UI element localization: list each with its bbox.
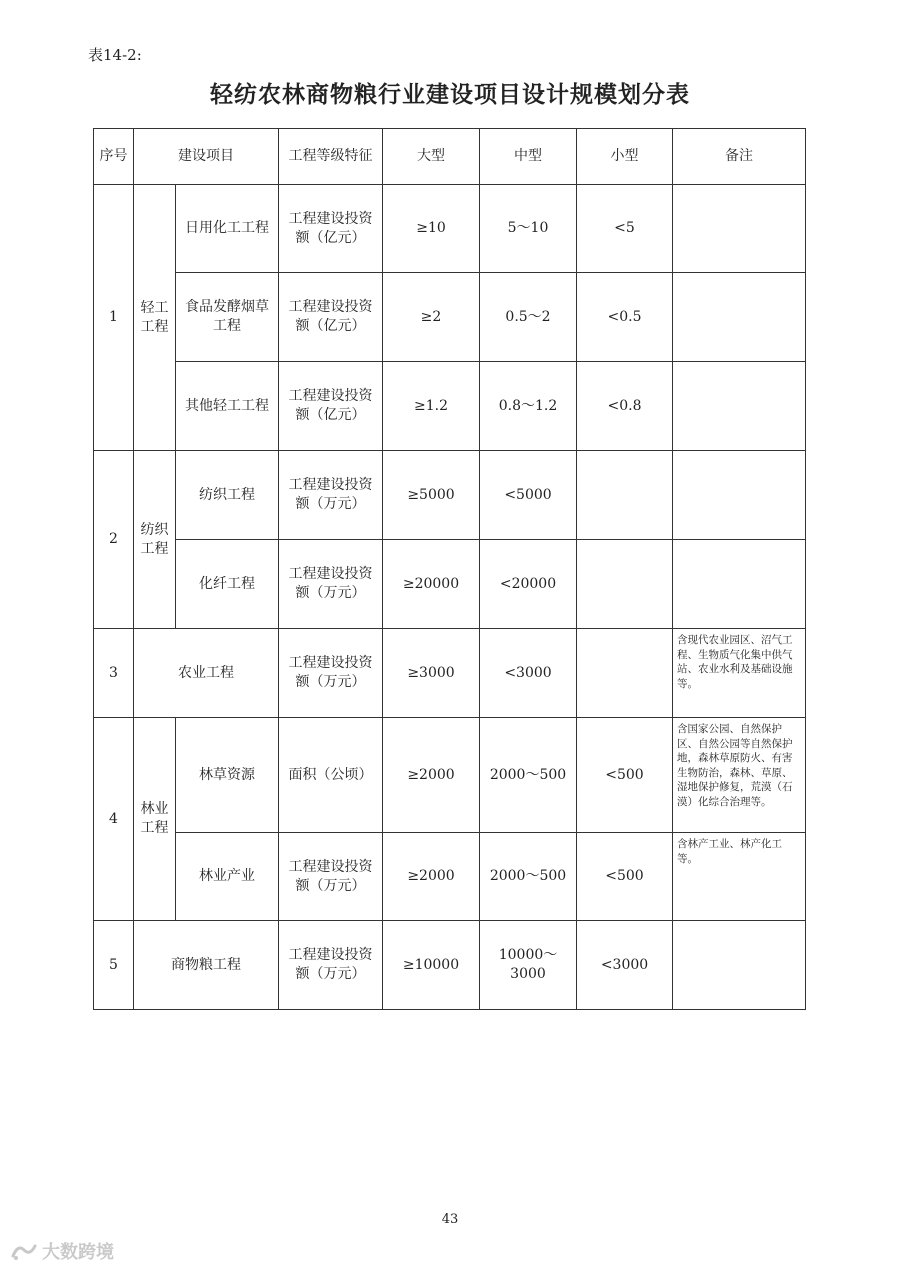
item-medium: 0.5～2 xyxy=(480,273,577,362)
item-small: <500 xyxy=(577,833,673,921)
page-number: 43 xyxy=(441,1212,459,1227)
group-name: 轻工工程 xyxy=(134,185,176,451)
item-medium: 5～10 xyxy=(480,185,577,273)
item-name: 食品发酵烟草工程 xyxy=(176,273,279,362)
table-row xyxy=(94,718,806,833)
header-project: 建设项目 xyxy=(134,129,279,185)
item-remarks xyxy=(673,362,806,451)
table-row xyxy=(94,273,806,362)
item-remarks xyxy=(673,921,806,1010)
watermark xyxy=(10,1238,114,1264)
header-small: 小型 xyxy=(577,129,673,185)
item-feature: 工程建设投资额（万元） xyxy=(279,921,383,1010)
group-seq: 3 xyxy=(94,629,134,718)
item-remarks: 含林产工业、林产化工等。 xyxy=(673,833,806,921)
table-row xyxy=(94,362,806,451)
item-small xyxy=(577,629,673,718)
item-large: ≥1.2 xyxy=(383,362,480,451)
item-medium: <20000 xyxy=(480,540,577,629)
header-remarks: 备注 xyxy=(673,129,806,185)
item-medium: <3000 xyxy=(480,629,577,718)
page-title: 轻纺农林商物粮行业建设项目设计规模划分表 xyxy=(210,82,690,108)
header-seq: 序号 xyxy=(94,129,134,185)
item-medium: <5000 xyxy=(480,451,577,540)
header-feature: 工程等级特征 xyxy=(279,129,383,185)
item-medium: 2000～500 xyxy=(480,833,577,921)
item-remarks xyxy=(673,540,806,629)
table-row xyxy=(94,540,806,629)
item-small: <3000 xyxy=(577,921,673,1010)
item-small: <0.5 xyxy=(577,273,673,362)
table-row xyxy=(94,451,806,540)
item-medium: 2000～500 xyxy=(480,718,577,833)
header-large: 大型 xyxy=(383,129,480,185)
item-large: ≥2 xyxy=(383,273,480,362)
item-small: <5 xyxy=(577,185,673,273)
item-small xyxy=(577,540,673,629)
item-large: ≥10 xyxy=(383,185,480,273)
table-row xyxy=(94,921,806,1010)
item-remarks xyxy=(673,451,806,540)
table-row xyxy=(94,833,806,921)
item-name: 林业产业 xyxy=(176,833,279,921)
scale-classification-table xyxy=(93,128,806,1010)
item-feature: 工程建设投资额（万元） xyxy=(279,629,383,718)
header-medium: 中型 xyxy=(480,129,577,185)
item-name: 化纤工程 xyxy=(176,540,279,629)
item-name: 日用化工工程 xyxy=(176,185,279,273)
group-name: 林业工程 xyxy=(134,718,176,921)
table-row xyxy=(94,629,806,718)
item-feature: 工程建设投资额（亿元） xyxy=(279,273,383,362)
item-feature: 工程建设投资额（万元） xyxy=(279,540,383,629)
item-remarks: 含国家公园、自然保护区、自然公园等自然保护地，森林草原防火、有害生物防治，森林、草原、湿地保护修复，荒漠（石漠）化综合治理等。 xyxy=(673,718,806,833)
item-small xyxy=(577,451,673,540)
header-row xyxy=(94,129,806,185)
item-name: 纺织工程 xyxy=(176,451,279,540)
item-large: ≥2000 xyxy=(383,833,480,921)
item-remarks: 含现代农业园区、沼气工程、生物质气化集中供气站、农业水利及基础设施等。 xyxy=(673,629,806,718)
group-seq: 5 xyxy=(94,921,134,1010)
item-medium: 0.8～1.2 xyxy=(480,362,577,451)
item-large: ≥10000 xyxy=(383,921,480,1010)
item-large: ≥5000 xyxy=(383,451,480,540)
item-medium: 10000～3000 xyxy=(480,921,577,1010)
item-small: <0.8 xyxy=(577,362,673,451)
group-name: 纺织工程 xyxy=(134,451,176,629)
item-remarks xyxy=(673,273,806,362)
item-feature: 面积（公顷） xyxy=(279,718,383,833)
table-row xyxy=(94,185,806,273)
item-feature: 工程建设投资额（万元） xyxy=(279,451,383,540)
item-large: ≥2000 xyxy=(383,718,480,833)
item-remarks xyxy=(673,185,806,273)
group-name: 商物粮工程 xyxy=(134,921,279,1010)
item-large: ≥20000 xyxy=(383,540,480,629)
item-small: <500 xyxy=(577,718,673,833)
item-large: ≥3000 xyxy=(383,629,480,718)
item-feature: 工程建设投资额（亿元） xyxy=(279,362,383,451)
item-feature: 工程建设投资额（万元） xyxy=(279,833,383,921)
group-seq: 4 xyxy=(94,718,134,921)
item-name: 其他轻工工程 xyxy=(176,362,279,451)
table-label: 表14-2: xyxy=(88,46,142,64)
item-name: 林草资源 xyxy=(176,718,279,833)
item-feature: 工程建设投资额（亿元） xyxy=(279,185,383,273)
watermark-text: 大数跨境 xyxy=(42,1242,114,1263)
group-seq: 2 xyxy=(94,451,134,629)
watermark-logo-icon xyxy=(10,1240,38,1262)
group-name: 农业工程 xyxy=(134,629,279,718)
group-seq: 1 xyxy=(94,185,134,451)
